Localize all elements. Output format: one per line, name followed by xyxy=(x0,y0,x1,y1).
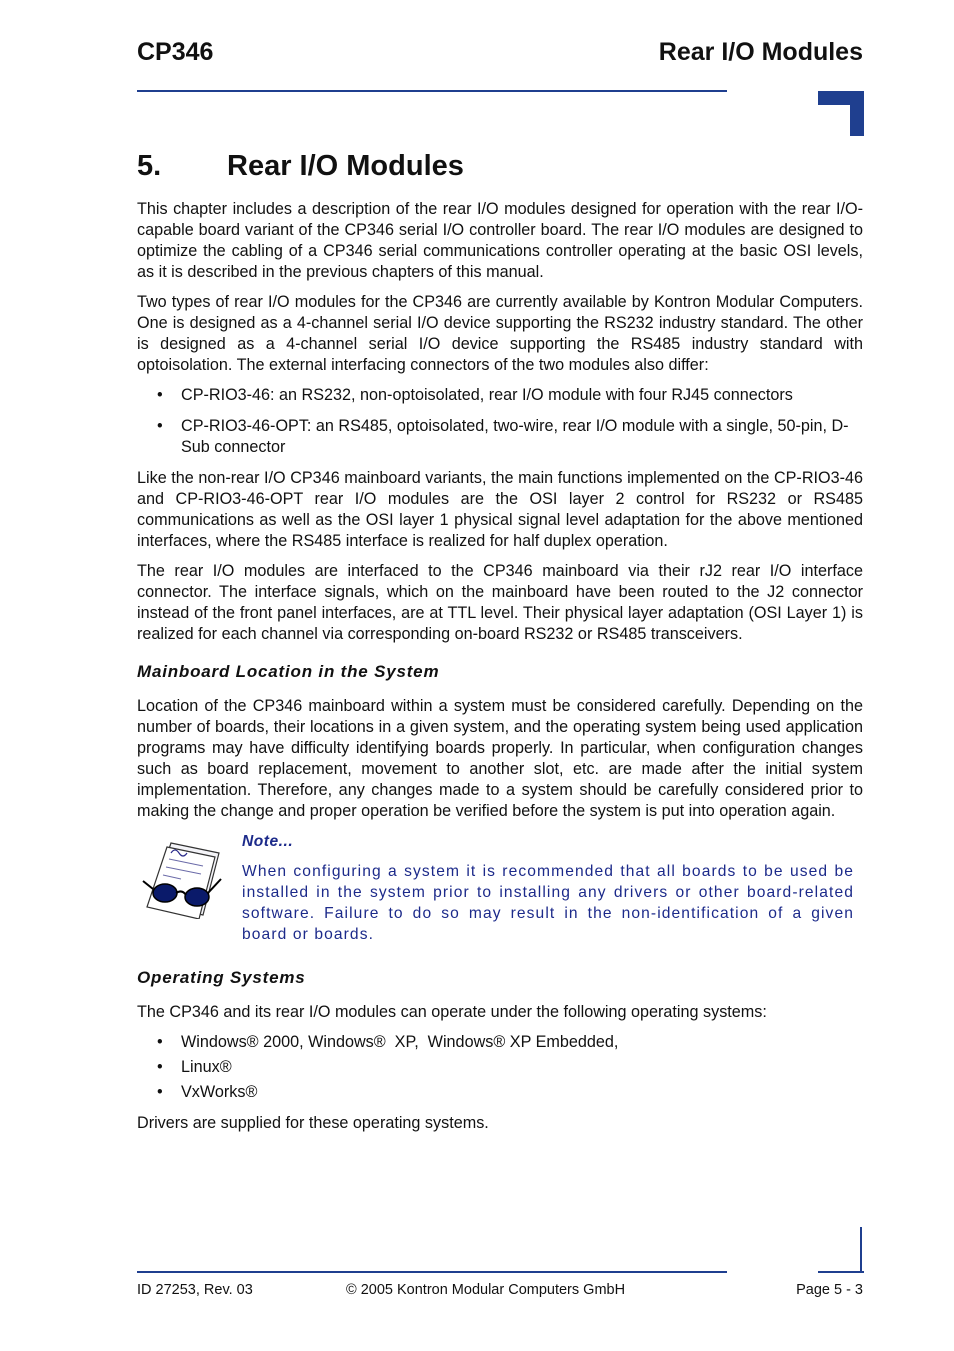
bullet-icon: • xyxy=(157,1058,163,1076)
section-heading-os: Operating Systems xyxy=(137,968,306,987)
list-item: • CP-RIO3-46-OPT: an RS485, optoisolated, two-wire, rear I/O module with a single, 50-pin, D-Sub connector xyxy=(157,417,849,456)
bullet-icon: • xyxy=(157,1033,163,1051)
note-glasses-icon xyxy=(141,839,225,919)
bullet-icon: • xyxy=(157,386,163,404)
chapter-number: 5. xyxy=(137,150,162,182)
section-heading-location: Mainboard Location in the System xyxy=(137,662,440,681)
paragraph: Location of the CP346 mainboard within a system must be considered carefully. Depending on the number of boards, their locations in a given system, and the operating system being used application programs may have difficulty identifying boards properly. In particular, when configuration changes such as board replacement, movement to another slot, etc. are made after the initial system implementation. Therefore, any changes made to a system should be carefully considered prior to making the change and proper operation be verified before the system is put into operation again. xyxy=(137,697,863,820)
module-list xyxy=(137,385,863,458)
header-rule xyxy=(137,90,727,92)
footer-doc-id: ID 27253, Rev. 03 xyxy=(137,1282,253,1298)
page-body xyxy=(137,199,863,1143)
header-chapter-title: Rear I/O Modules xyxy=(658,38,863,66)
note-box xyxy=(137,831,863,951)
corner-bracket-top xyxy=(818,91,864,136)
footer-rule xyxy=(137,1271,727,1273)
bullet-icon: • xyxy=(157,417,163,435)
bullet-icon: • xyxy=(157,1083,163,1101)
header-product: CP346 xyxy=(137,38,214,66)
paragraph: This chapter includes a description of the rear I/O modules designed for operation with the rear I/O-capable board variant of the CP346 serial I/O controller board. The rear I/O modules are designed to optimize the cabling of a CP346 serial communications controller operating at the basic OSI levels, as it is described in the previous chapters of this manual. xyxy=(137,200,863,281)
paragraph: Like the non-rear I/O CP346 mainboard variants, the main functions implemented on the CP-RIO3-46 and CP-RIO3-46-OPT rear I/O modules are the OSI layer 2 control for RS232 or RS485 communications as well as the OSI layer 1 physical signal level adaptation for the above mentioned interfaces, where the RS485 interface is realized for half duplex operation. xyxy=(137,469,863,550)
list-item: • Windows® 2000, Windows® XP, Windows® XP Embedded, xyxy=(157,1033,619,1051)
corner-bracket-bottom xyxy=(818,1227,864,1273)
note-body: When configuring a system it is recommended that all boards to be used be installed in the system prior to installing any drivers or other board-related software. Failure to do so may result in the non-identification of a given board or boards. xyxy=(242,863,854,943)
os-list xyxy=(137,1032,863,1103)
paragraph: Drivers are supplied for these operating systems. xyxy=(137,1114,489,1132)
note-title: Note... xyxy=(242,833,294,850)
list-item: • Linux® xyxy=(157,1058,232,1076)
chapter-title: Rear I/O Modules xyxy=(227,150,464,182)
footer-page-number: Page 5 - 3 xyxy=(796,1282,863,1298)
list-item: • VxWorks® xyxy=(157,1083,258,1101)
paragraph: The rear I/O modules are interfaced to the CP346 mainboard via their rJ2 rear I/O interface connector. The interface signals, which on the mainboard have been routed to the J2 connector instead of the front panel interfaces, are at TTL level. Their physical layer adaptation (OSI Layer 1) is realized for each channel via corresponding on-board RS232 or RS485 transceivers. xyxy=(137,562,863,643)
note-text-block xyxy=(242,831,854,945)
list-item: • CP-RIO3-46: an RS232, non-optoisolated, rear I/O module with four RJ45 connectors xyxy=(157,386,793,404)
paragraph: The CP346 and its rear I/O modules can operate under the following operating systems: xyxy=(137,1003,767,1021)
chapter-heading xyxy=(137,150,464,183)
footer-rule-right xyxy=(818,1271,864,1273)
footer-copyright: © 2005 Kontron Modular Computers GmbH xyxy=(346,1282,626,1298)
paragraph: Two types of rear I/O modules for the CP346 are currently available by Kontron Modular Computers. One is designed as a 4-channel serial I/O device supporting the RS232 industry standard. The other is designed as a 4-channel serial I/O device supporting the RS485 industry standard with optoisolation. The external interfacing connectors of the two modules also differ: xyxy=(137,293,863,374)
